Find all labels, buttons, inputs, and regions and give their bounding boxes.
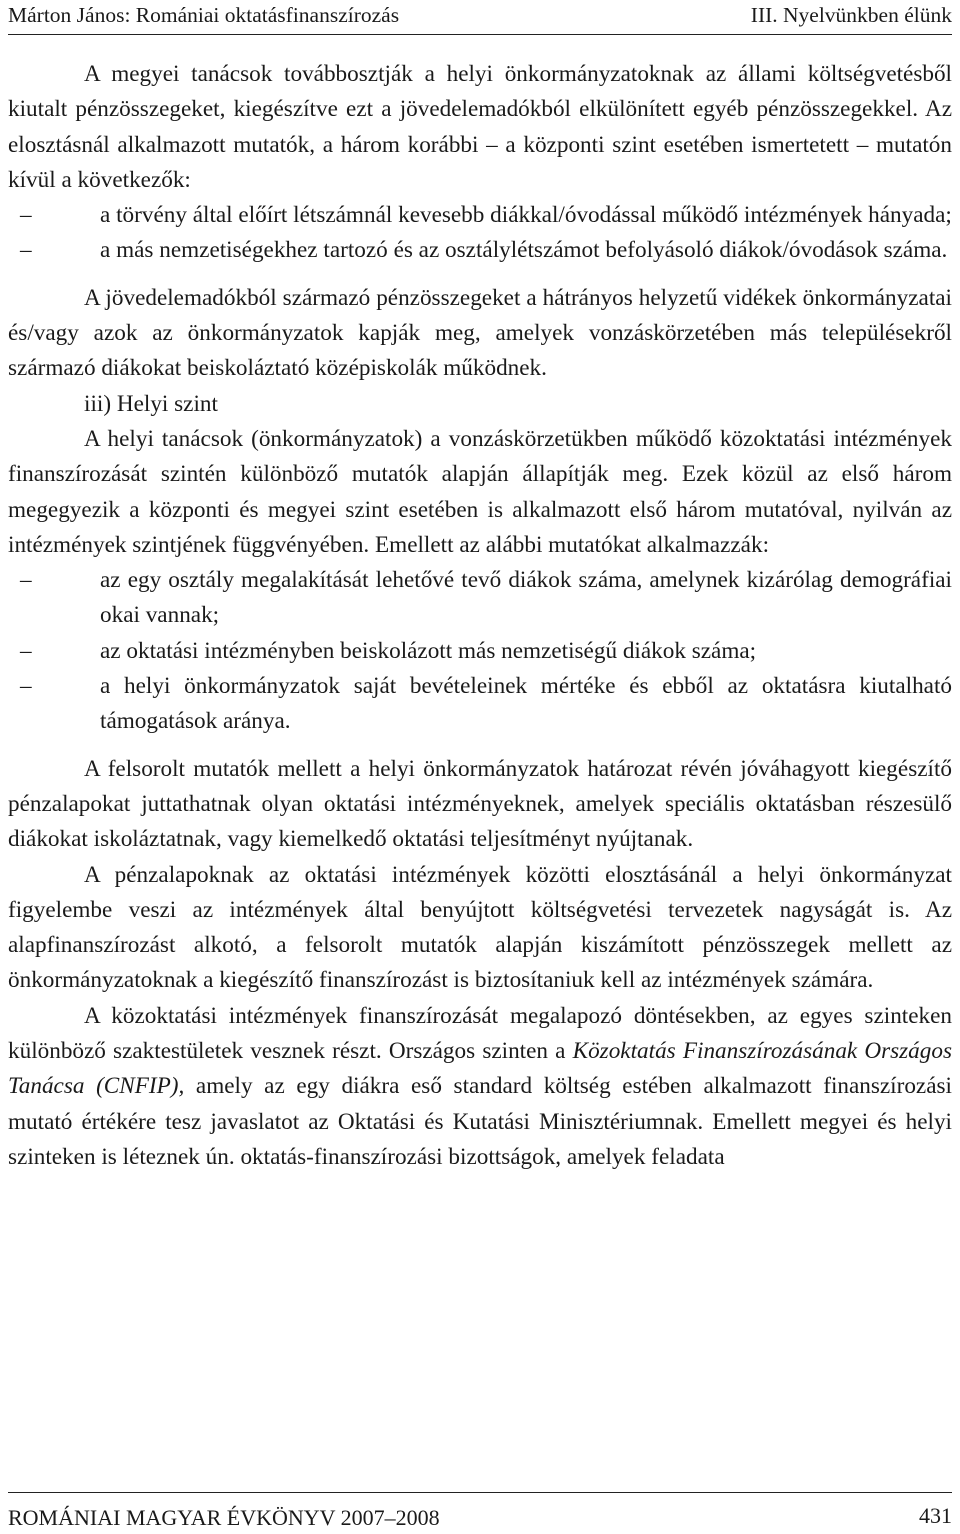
section-subheading: iii) Helyi szint: [84, 390, 218, 417]
paragraph: [8, 999, 952, 1175]
text-run: amely az egy diákra eső standard költség estében alkalmazott finanszírozási mutató értékére tesz javaslatot az Oktatási és Kutatási Minisztériumnak. Emellett megyei és helyi szinteken is léteznek ún. oktatás-finanszírozási bizottságok, amelyek feladata: [8, 1073, 952, 1170]
dash-bullet: –: [20, 637, 32, 664]
paragraph: A pénzalapoknak az oktatási intézmények közötti elosztásánál a helyi önkormányzat figyelembe veszi az intézmények által benyújtott költségvetési tervezetek nagyságát is. Az alapfinanszírozást alkotó, a felsorolt mutatók alapján kiszámított pénzösszegek mellett az önkormányzatoknak a kiegészítő finanszírozást is biztosítaniuk kell az intézmények számára.: [8, 861, 952, 994]
bullet-list: [8, 198, 952, 269]
footer-publication: ROMÁNIAI MAGYAR ÉVKÖNYV 2007–2008: [8, 1505, 440, 1530]
list-item-text: a törvény által előírt létszámnál kevesebb diákkal/óvodással működő intézmények hányada;: [100, 202, 952, 229]
header-author-title: Márton János: Romániai oktatásfinanszírozás: [8, 3, 400, 27]
dash-bullet: –: [20, 202, 32, 229]
italic-institution-name: Közoktatás Finanszírozásának Országos Tanácsa (CNFIP),: [8, 1038, 952, 1100]
page-number: 431: [919, 1503, 952, 1528]
dash-bullet: –: [20, 673, 32, 700]
list-item: [8, 669, 952, 740]
list-item-text: az egy osztály megalakítását lehetővé tevő diákok száma, amelynek kizárólag demográfiai okai vannak;: [100, 567, 952, 629]
list-item-text: a más nemzetiségekhez tartozó és az osztálylétszámot befolyásoló diákok/óvodások száma.: [100, 237, 948, 264]
text-run: A közoktatási intézmények finanszírozását megalapozó döntésekben, az egyes szinteken különböző szaktestületek vesznek részt. Országos szinten a: [8, 1002, 952, 1065]
list-item-text: a helyi önkormányzatok saját bevételeinek mértéke és ebből az oktatásra kiutalható támogatások aránya.: [100, 673, 952, 735]
list-item: [8, 563, 952, 634]
header-chapter: III. Nyelvünkben élünk: [750, 3, 952, 27]
paragraph: A jövedelemadókból származó pénzösszegeket a hátrányos helyzetű vidékek önkormányzatai és/vagy azok az önkormányzatok kapják meg, amelyek vonzáskörzetében más településekről származó diákokat beiskoláztató középiskolák működnek.: [8, 284, 952, 382]
bullet-list: [8, 563, 952, 739]
page-content: [8, 57, 952, 1175]
dash-bullet: –: [20, 567, 32, 594]
paragraph: A helyi tanácsok (önkormányzatok) a vonzáskörzetükben működő közoktatási intézmények finanszírozását szintén különböző mutatók alapján állapítják meg. Ezek közül az első három megegyezik a központi és megyei szint esetében is alkalmazott első három mutatóval, nyilván az intézmények szintjének függvényében. Emellett az alábbi mutatókat alkalmazzák:: [8, 425, 952, 558]
running-header: [8, 0, 952, 35]
running-footer: [8, 1492, 952, 1533]
dash-bullet: –: [20, 237, 32, 264]
paragraph: A megyei tanácsok továbbosztják a helyi önkormányzatoknak az állami költségvetésből kiutalt pénzösszegeket, kiegészítve ezt a jövedelemadókból elkülönített egyéb pénzösszegekkel. Az elosztásnál alkalmazott mutatók, a három korábbi – a központi szint esetében ismertetett – mutatón kívül a következők:: [8, 61, 952, 193]
list-item: [8, 233, 952, 268]
list-item: [8, 634, 952, 669]
paragraph: A felsorolt mutatók mellett a helyi önkormányzatok határozat révén jóváhagyott kiegészítő pénzalapokat juttathatnak olyan oktatási intézményeknek, amelyek speciális oktatásban részesülő diákokat iskoláztatnak, vagy kiemelkedő oktatási teljesítményt nyújtanak.: [8, 755, 952, 853]
list-item-text: az oktatási intézményben beiskolázott más nemzetiségű diákok száma;: [100, 637, 757, 664]
list-item: [8, 198, 952, 233]
